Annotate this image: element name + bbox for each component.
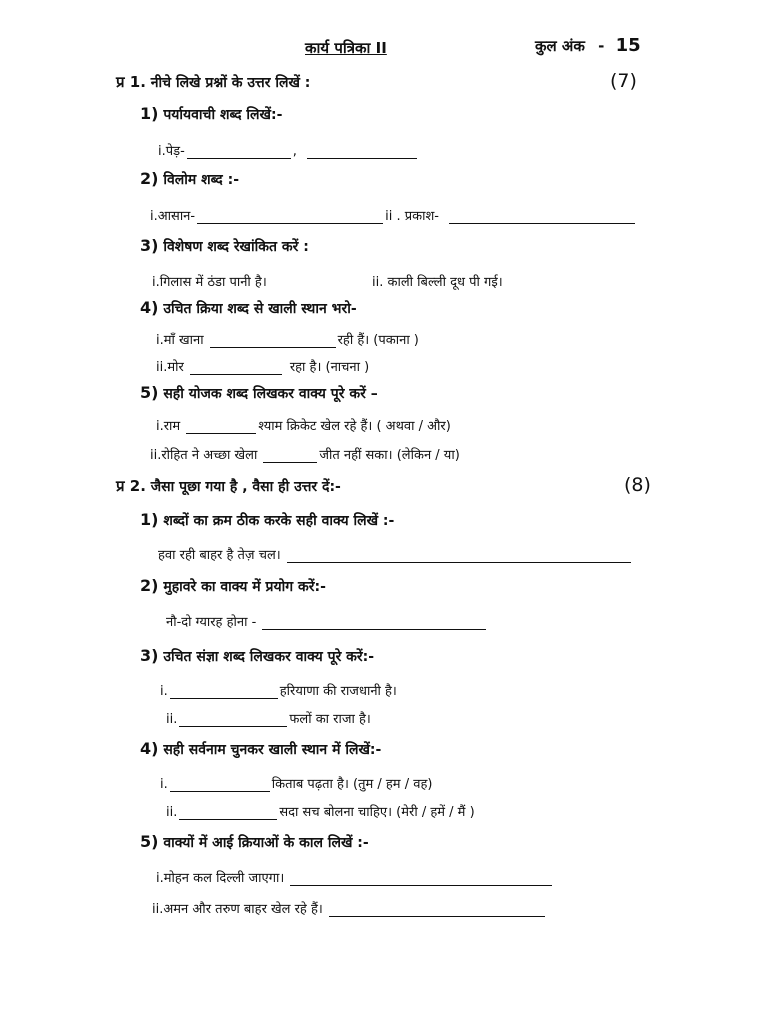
q1-sub2-line1 (150, 206, 637, 224)
q2-sub5-line1-lead: i.मोहन कल दिल्ली जाएगा। (156, 871, 285, 886)
q1-sub5-line1-trail: श्याम क्रिकेट खेल रहे हैं। ( अथवा / और) (258, 419, 451, 434)
q2-sub3-line2-trail: फलों का राजा है। (289, 712, 371, 727)
answer-blank[interactable] (170, 684, 278, 699)
question-2-marks: (8) (624, 474, 651, 496)
q1-sub4-line2-lead: ii.मोर (156, 360, 184, 375)
q1-sub2-text: विलोम शब्द :- (163, 172, 240, 188)
q2-sub5-line1 (156, 868, 554, 886)
q1-sub3-number: 3) (140, 236, 159, 255)
q1-sub2-heading (140, 169, 239, 189)
q1-sub4-line1-lead: i.माँ खाना (156, 333, 204, 348)
question-1-text: नीचे लिखे प्रश्नों के उत्तर लिखें : (150, 75, 311, 91)
total-marks (535, 35, 641, 56)
q2-sub4-line2 (166, 802, 475, 820)
q1-sub1-line1-comma: , (292, 144, 297, 159)
q1-sub4-number: 4) (140, 298, 159, 317)
q2-sub5-line2-lead: ii.अमन और तरुण बाहर खेल रहे हैं। (152, 902, 323, 917)
q2-sub5-number: 5) (140, 832, 159, 851)
q1-sub1-number: 1) (140, 104, 159, 123)
q1-sub4-line1 (156, 330, 419, 348)
answer-blank[interactable] (179, 805, 277, 820)
q2-sub4-line1-lead: i. (160, 777, 168, 792)
q1-sub4-line2 (156, 357, 369, 375)
answer-blank[interactable] (210, 333, 336, 348)
question-2 (116, 476, 341, 496)
worksheet-title (305, 38, 387, 58)
q1-sub1-heading (140, 104, 282, 124)
answer-blank[interactable] (187, 144, 291, 159)
question-1-marks: (7) (610, 70, 637, 92)
q1-sub5-line1-lead: i.राम (156, 419, 181, 434)
q1-sub3-line1-a: i.गिलास में ठंडा पानी है। (152, 275, 267, 290)
answer-blank[interactable] (263, 448, 317, 463)
answer-blank[interactable] (290, 871, 552, 886)
q1-sub2-line1-a: i.आसान- (150, 209, 196, 224)
q2-sub2-line1-lead: नौ-दो ग्यारह होना - (166, 615, 257, 630)
question-2-text: जैसा पूछा गया है , वैसा ही उत्तर दें:- (150, 479, 341, 495)
q2-sub3-line2 (166, 709, 371, 727)
answer-blank[interactable] (287, 548, 631, 563)
answer-blank[interactable] (170, 777, 270, 792)
question-1 (116, 72, 310, 92)
q2-sub5-text: वाक्यों में आई क्रियाओं के काल लिखें :- (163, 835, 369, 851)
answer-blank[interactable] (307, 144, 417, 159)
question-1-number: प्र 1. (116, 73, 146, 91)
answer-blank[interactable] (179, 712, 287, 727)
q1-sub5-line2-lead: ii.रोहित ने अच्छा खेला (150, 448, 258, 463)
q2-sub1-number: 1) (140, 510, 159, 529)
q1-sub5-number: 5) (140, 383, 159, 402)
q1-sub1-line1 (158, 141, 419, 159)
q2-sub1-text: शब्दों का क्रम ठीक करके सही वाक्य लिखें :- (163, 513, 395, 529)
q2-sub4-text: सही सर्वनाम चुनकर खाली स्थान में लिखें:- (163, 742, 382, 758)
q1-sub1-text: पर्यायवाची शब्द लिखें:- (163, 107, 283, 123)
q1-sub2-line1-b: ii . प्रकाश- (385, 209, 439, 224)
q2-sub3-text: उचित संज्ञा शब्द लिखकर वाक्य पूरे करें:- (163, 649, 375, 665)
q2-sub3-line1-lead: i. (160, 684, 168, 699)
q1-sub3-heading (140, 236, 309, 256)
q2-sub3-heading (140, 646, 374, 666)
answer-blank[interactable] (186, 419, 256, 434)
q1-sub5-text: सही योजक शब्द लिखकर वाक्य पूरे करें – (163, 386, 378, 402)
q1-sub3-line1-b: ii. काली बिल्ली दूध पी गई। (372, 275, 503, 290)
q1-sub3-text: विशेषण शब्द रेखांकित करें : (163, 239, 309, 255)
q2-sub2-number: 2) (140, 576, 159, 595)
q1-sub5-heading (140, 383, 378, 403)
q2-sub5-heading (140, 832, 369, 852)
q2-sub3-line1 (160, 681, 397, 699)
answer-blank[interactable] (449, 209, 635, 224)
total-marks-sep: - (598, 37, 605, 55)
q1-sub4-line2-trail: रहा है। (नाचना ) (289, 360, 370, 375)
q2-sub1-line1-lead: हवा रही बाहर है तेज़ चल। (158, 548, 281, 563)
q2-sub4-line1 (160, 774, 432, 792)
q2-sub4-number: 4) (140, 739, 159, 758)
q1-sub1-line1-lead: i.पेड़- (158, 144, 185, 159)
q2-sub3-line1-trail: हरियाणा की राजधानी है। (279, 684, 397, 699)
q2-sub2-heading (140, 576, 326, 596)
q1-sub4-text: उचित क्रिया शब्द से खाली स्थान भरो- (163, 301, 357, 317)
q2-sub4-line2-lead: ii. (166, 805, 178, 820)
q1-sub5-line1 (156, 416, 451, 434)
q2-sub3-line2-lead: ii. (166, 712, 178, 727)
q2-sub2-text: मुहावरे का वाक्य में प्रयोग करें:- (163, 579, 326, 595)
answer-blank[interactable] (329, 902, 545, 917)
q2-sub4-heading (140, 739, 381, 759)
q1-sub5-line2-trail: जीत नहीं सका। (लेकिन / या) (319, 448, 460, 463)
total-marks-value: 15 (615, 35, 641, 56)
worksheet-title-text: कार्य पत्रिका II (305, 39, 387, 57)
q2-sub5-line2 (152, 899, 547, 917)
answer-blank[interactable] (197, 209, 383, 224)
answer-blank[interactable] (190, 360, 282, 375)
q2-sub4-line2-trail: सदा सच बोलना चाहिए। (मेरी / हमें / मैं ) (279, 805, 475, 820)
q2-sub4-line1-trail: किताब पढ़ता है। (तुम / हम / वह) (271, 777, 433, 792)
q1-sub4-heading (140, 298, 357, 318)
q1-sub4-line1-trail: रही हैं। (पकाना ) (337, 333, 419, 348)
answer-blank[interactable] (262, 615, 486, 630)
q2-sub3-number: 3) (140, 646, 159, 665)
question-2-number: प्र 2. (116, 477, 146, 495)
q2-sub2-line1 (166, 612, 488, 630)
q1-sub2-number: 2) (140, 169, 159, 188)
q2-sub1-heading (140, 510, 394, 530)
total-marks-label: कुल अंक (535, 37, 585, 55)
q1-sub5-line2 (150, 445, 460, 463)
q2-sub1-line1 (158, 545, 633, 563)
